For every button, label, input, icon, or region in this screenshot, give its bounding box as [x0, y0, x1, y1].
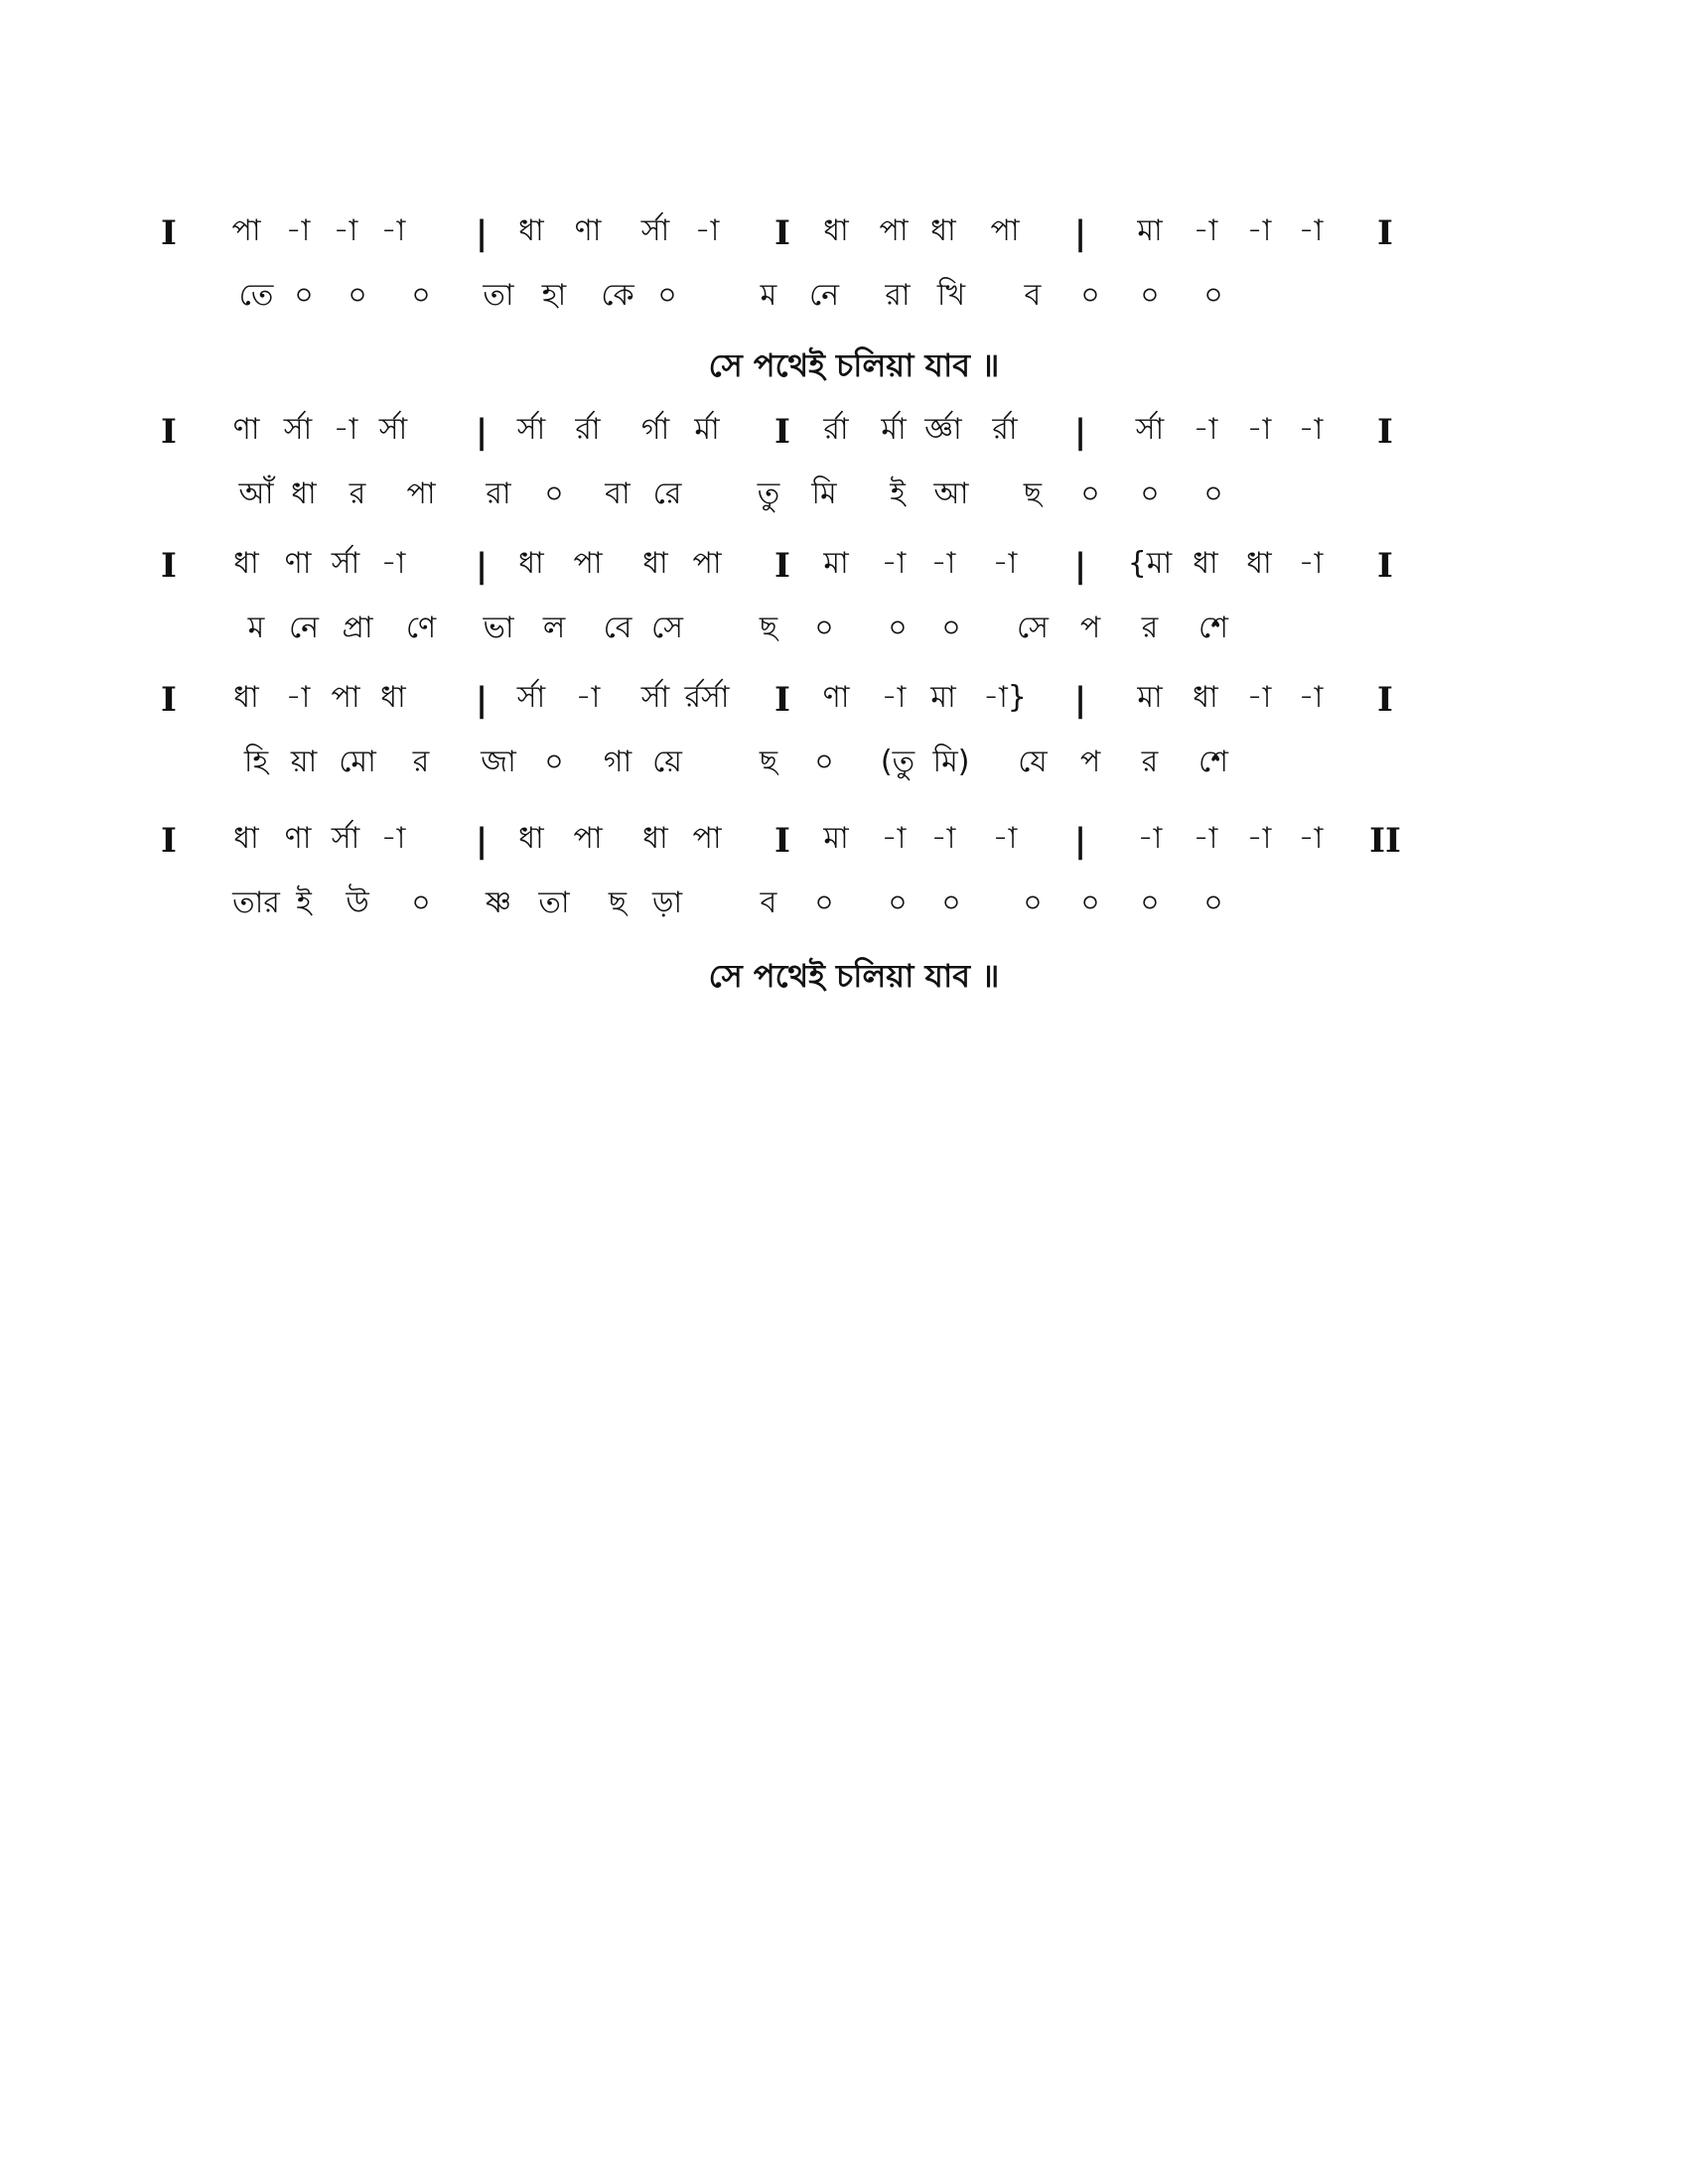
lyric-syllable: ০	[657, 278, 677, 313]
note-syllable: ধা	[1246, 546, 1272, 581]
lyric-syllable: পা	[406, 477, 436, 511]
lyric-syllable: য়ে	[652, 745, 682, 779]
note-syllable: -া	[1298, 213, 1324, 248]
bar-line: |	[475, 546, 489, 586]
lyric-syllable: ই	[890, 477, 906, 511]
bar-line: I	[1377, 546, 1393, 586]
bar-line: I	[1377, 412, 1393, 452]
note-syllable: র্রা	[823, 412, 849, 447]
note-syllable: -া	[285, 213, 311, 248]
bar-line: |	[1073, 680, 1087, 720]
lyric-syllable: মি	[811, 477, 837, 511]
lyric-syllable: র	[349, 477, 366, 511]
lyric-syllable: আ	[933, 477, 969, 511]
lyric-syllable: ০	[888, 886, 908, 920]
note-syllable: পা	[879, 213, 909, 248]
bar-line: |	[475, 213, 489, 253]
lyric-syllable: শে	[1198, 611, 1228, 645]
lyric-syllable: রে	[652, 477, 682, 511]
note-syllable: -া	[1246, 412, 1272, 447]
lyric-syllable: ল	[542, 611, 566, 645]
note-syllable: -া	[1298, 412, 1324, 447]
note-syllable: -া	[1298, 546, 1324, 581]
note-syllable: -া	[575, 680, 601, 715]
note-syllable: -া	[380, 213, 406, 248]
lyric-syllable: ০	[348, 278, 367, 313]
lyric-syllable: তার	[232, 886, 280, 920]
note-syllable: {মা	[1127, 546, 1173, 581]
note-syllable: র্গা	[640, 412, 670, 447]
bar-line: |	[1073, 821, 1087, 861]
note-syllable: ধা	[930, 213, 956, 248]
lyric-syllable: য়া	[290, 745, 318, 779]
note-syllable: ধা	[642, 821, 668, 856]
lyric-syllable: প্রা	[342, 611, 373, 645]
lyric-syllable: ষ্ণ	[485, 886, 512, 920]
bar-line: |	[475, 821, 489, 861]
note-syllable: র্সা	[331, 821, 360, 856]
note-syllable: -া	[1246, 213, 1272, 248]
note-syllable: -া	[285, 680, 311, 715]
lyric-syllable: উ	[346, 886, 369, 920]
lyric-syllable: গা	[603, 745, 633, 779]
lyric-syllable: বে	[603, 611, 633, 645]
note-syllable: -া	[1298, 680, 1324, 715]
note-syllable: ণা	[284, 821, 312, 856]
lyric-syllable: নে	[808, 278, 840, 313]
bar-line: |	[475, 412, 489, 452]
lyric-syllable: প	[1079, 745, 1101, 779]
lyric-syllable: ০	[544, 477, 564, 511]
note-syllable: পা	[573, 546, 603, 581]
note-syllable: মা	[1137, 213, 1163, 248]
bar-line: I	[161, 213, 177, 253]
note-syllable: -া}	[983, 680, 1027, 715]
note-syllable: পা	[692, 821, 722, 856]
note-syllable: মা	[823, 546, 849, 581]
note-syllable: র্সা	[516, 412, 546, 447]
lyric-syllable: ০	[1203, 278, 1223, 313]
lyric-syllable: ০	[544, 745, 564, 779]
lyric-syllable: ০	[941, 886, 961, 920]
lyric-syllable: ই	[296, 886, 312, 920]
note-syllable: -া	[1298, 821, 1324, 856]
lyric-syllable: সে	[651, 611, 683, 645]
lyric-syllable: ০	[411, 886, 431, 920]
note-syllable: ধা	[518, 546, 544, 581]
bar-line: II	[1369, 821, 1401, 861]
note-syllable: র্সা	[378, 412, 408, 447]
lyric-syllable: ০	[1140, 886, 1160, 920]
lyric-syllable: র	[412, 745, 430, 779]
note-syllable: র্সা	[640, 680, 670, 715]
note-syllable: ধা	[233, 821, 259, 856]
note-syllable: র্সা	[516, 680, 546, 715]
lyric-syllable: রা	[885, 278, 911, 313]
note-syllable: পা	[692, 546, 722, 581]
bar-line: I	[1377, 213, 1393, 253]
note-syllable: র্রা	[992, 412, 1018, 447]
note-syllable: ধা	[823, 213, 849, 248]
note-syllable: ধা	[233, 680, 259, 715]
note-syllable: র্সা	[283, 412, 313, 447]
lyric-syllable: হি	[243, 745, 269, 779]
note-syllable: ধা	[1193, 680, 1218, 715]
note-syllable: -া	[333, 412, 358, 447]
bar-line: I	[161, 821, 177, 861]
note-syllable: -া	[1137, 821, 1163, 856]
bar-line: I	[161, 680, 177, 720]
lyric-syllable: ব	[1024, 278, 1042, 313]
lyric-syllable: ০	[1080, 886, 1100, 920]
note-syllable: র্মা	[881, 412, 907, 447]
bar-line: |	[475, 680, 489, 720]
note-syllable: র্সা	[1135, 412, 1165, 447]
lyric-syllable: প	[1079, 611, 1101, 645]
lyric-syllable: তু	[757, 477, 780, 511]
note-syllable: -া	[1193, 213, 1218, 248]
note-syllable: পা	[573, 821, 603, 856]
note-syllable: ণা	[232, 412, 260, 447]
lyric-syllable: ০	[411, 278, 431, 313]
note-syllable: ধা	[518, 821, 544, 856]
note-syllable: ণা	[574, 213, 602, 248]
lyric-syllable: ধা	[291, 477, 317, 511]
lyric-syllable: ছ	[759, 611, 778, 645]
bar-line: I	[774, 546, 790, 586]
bar-line: I	[774, 213, 790, 253]
lyric-syllable: ০	[814, 745, 834, 779]
note-syllable: -া	[992, 546, 1018, 581]
note-syllable: -া	[694, 213, 720, 248]
note-syllable: মা	[930, 680, 956, 715]
lyric-syllable: ম	[247, 611, 265, 645]
lyric-syllable: ০	[1203, 886, 1223, 920]
lyric-syllable: হা	[541, 278, 567, 313]
note-syllable: ধা	[642, 546, 668, 581]
lyric-syllable: ছ	[608, 886, 628, 920]
note-syllable: র্সা	[331, 546, 360, 581]
lyric-syllable: ০	[1023, 886, 1043, 920]
note-syllable: -া	[380, 546, 406, 581]
note-syllable: ধা	[380, 680, 406, 715]
lyric-syllable: বা	[605, 477, 631, 511]
lyric-syllable: ০	[1080, 278, 1100, 313]
lyric-syllable: মো	[339, 745, 376, 779]
lyric-syllable: রা	[486, 477, 511, 511]
lyric-syllable: শে	[1198, 745, 1228, 779]
bar-line: I	[1377, 680, 1393, 720]
lyric-syllable: ০	[1203, 477, 1223, 511]
note-syllable: -া	[881, 680, 907, 715]
note-syllable: পা	[231, 213, 261, 248]
note-syllable: -া	[1246, 680, 1272, 715]
note-syllable: -া	[930, 546, 956, 581]
bar-line: I	[774, 680, 790, 720]
lyric-syllable: ০	[294, 278, 314, 313]
lyric-syllable: তা	[483, 278, 514, 313]
lyric-syllable: ছ	[759, 745, 778, 779]
note-syllable: -া	[992, 821, 1018, 856]
note-syllable: -া	[881, 546, 907, 581]
lyric-syllable: যে	[1018, 745, 1048, 779]
lyric-syllable: ০	[888, 611, 908, 645]
note-syllable: ণা	[284, 546, 312, 581]
lyric-syllable: ণে	[405, 611, 437, 645]
note-syllable: র্রর্সা	[684, 680, 730, 715]
note-syllable: -া	[881, 821, 907, 856]
bar-line: I	[161, 412, 177, 452]
lyric-syllable: (তু	[880, 745, 915, 779]
lyric-syllable: সে	[1017, 611, 1049, 645]
bar-line: I	[774, 821, 790, 861]
lyric-syllable: ০	[814, 611, 834, 645]
lyric-syllable: ভা	[483, 611, 514, 645]
refrain-line: সে পথেই চলিয়া যাব ॥	[708, 346, 1000, 384]
lyric-syllable: ০	[1140, 278, 1160, 313]
refrain-line: সে পথেই চলিয়া যাব ॥	[708, 957, 1000, 995]
note-syllable: র্সা	[640, 213, 670, 248]
note-syllable: র্জ্ঞা	[924, 412, 962, 447]
note-syllable: -া	[1246, 821, 1272, 856]
lyric-syllable: আঁ	[238, 477, 274, 511]
lyric-syllable: তা	[538, 886, 570, 920]
note-syllable: -া	[930, 821, 956, 856]
note-syllable: -া	[1193, 412, 1218, 447]
note-syllable: ধা	[233, 546, 259, 581]
lyric-syllable: কে	[601, 278, 634, 313]
lyric-syllable: ব	[760, 886, 777, 920]
lyric-syllable: খি	[936, 278, 966, 313]
lyric-syllable: র	[1141, 745, 1159, 779]
lyric-syllable: ০	[1080, 477, 1100, 511]
note-syllable: ধা	[1193, 546, 1218, 581]
lyric-syllable: ০	[941, 611, 961, 645]
lyric-syllable: ড়া	[651, 886, 683, 920]
lyric-syllable: জা	[481, 745, 516, 779]
lyric-syllable: নে	[288, 611, 320, 645]
note-syllable: র্রা	[575, 412, 601, 447]
note-syllable: মা	[823, 821, 849, 856]
bar-line: I	[774, 412, 790, 452]
note-syllable: ধা	[518, 213, 544, 248]
note-syllable: মা	[1137, 680, 1163, 715]
lyric-syllable: তে	[238, 278, 274, 313]
note-syllable: পা	[331, 680, 360, 715]
bar-line: |	[1073, 412, 1087, 452]
note-syllable: -া	[380, 821, 406, 856]
bar-line: |	[1073, 546, 1087, 586]
lyric-syllable: ছ	[1023, 477, 1043, 511]
lyric-syllable: র	[1141, 611, 1159, 645]
bar-line: I	[161, 546, 177, 586]
lyric-syllable: ০	[1140, 477, 1160, 511]
note-syllable: ণা	[822, 680, 850, 715]
note-syllable: -া	[333, 213, 358, 248]
note-syllable: র্মা	[694, 412, 720, 447]
lyric-syllable: ম	[760, 278, 777, 313]
lyric-syllable: ০	[814, 886, 834, 920]
bar-line: |	[1073, 213, 1087, 253]
note-syllable: পা	[990, 213, 1020, 248]
lyric-syllable: মি)	[932, 745, 970, 779]
note-syllable: -া	[1193, 821, 1218, 856]
